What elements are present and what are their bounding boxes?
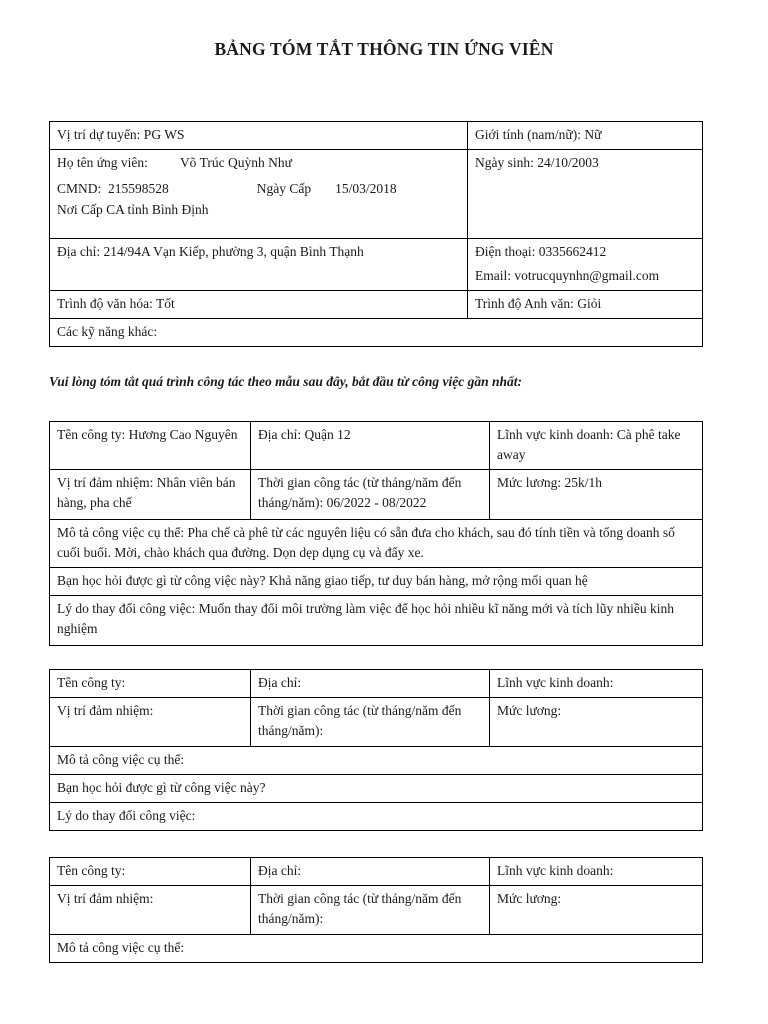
contact-cell <box>468 239 703 291</box>
job3-description-cell: Mô tả công việc cụ thể: <box>50 935 703 963</box>
job1-role-cell: Vị trí đảm nhiệm: Nhân viên bán hàng, pha chế <box>50 469 251 519</box>
id-line <box>57 179 460 199</box>
job3-address-cell: Địa chỉ: <box>251 858 490 886</box>
job3-field-cell: Lĩnh vực kinh doanh: <box>490 858 703 886</box>
job2-salary-cell: Mức lương: <box>490 698 703 747</box>
job-table-2 <box>49 669 703 831</box>
job1-description-cell: Mô tả công việc cụ thể: Pha chế cà phê từ các nguyên liệu có sẵn đưa cho khách, sau đó tính tiền và tổng doanh số cuối buổi. Mời, chào khách qua đường. Dọn dẹp dụng cụ và đẩy xe. <box>50 519 703 567</box>
job2-period-cell: Thời gian công tác (từ tháng/năm đến tháng/năm): <box>251 698 490 747</box>
gender-cell: Giới tính (nam/nữ): Nữ <box>468 122 703 150</box>
job2-company-cell: Tên công ty: <box>50 670 251 698</box>
job2-role-cell: Vị trí đảm nhiệm: <box>50 698 251 747</box>
email-line: Email: votrucquynhn@gmail.com <box>475 268 660 284</box>
job1-learned-cell: Bạn học hỏi được gì từ công việc này? Khả năng giao tiếp, tư duy bán hàng, mở rộng mối quan hệ <box>50 567 703 595</box>
job-table-3 <box>49 857 703 963</box>
instruction-text: Vui lòng tóm tắt quá trình công tác theo mẫu sau đây, bắt đầu từ công việc gần nhất: <box>49 374 523 389</box>
other-skills-cell: Các kỹ năng khác: <box>50 319 703 347</box>
candidate-info-table <box>49 121 703 347</box>
education-cell: Trình độ văn hóa: Tốt <box>50 291 468 319</box>
identity-cell <box>50 150 468 239</box>
issue-date-value: 15/03/2018 <box>335 181 397 197</box>
job1-reason-cell: Lý do thay đổi công việc: Muốn thay đổi môi trường làm việc để học hỏi nhiều kĩ năng mới và tích lũy nhiều kinh nghiệm <box>50 595 703 645</box>
name-line <box>57 153 460 173</box>
job3-period-cell: Thời gian công tác (từ tháng/năm đến tháng/năm): <box>251 886 490 935</box>
phone-line: Điện thoại: 0335662412 <box>475 244 607 259</box>
job-table-1 <box>49 421 703 646</box>
job2-reason-cell: Lý do thay đổi công việc: <box>50 803 703 831</box>
job1-field-cell: Lĩnh vực kinh doanh: Cà phê take away <box>490 422 703 470</box>
job3-role-cell: Vị trí đảm nhiệm: <box>50 886 251 935</box>
job3-company-cell: Tên công ty: <box>50 858 251 886</box>
id-label: CMND: <box>57 181 102 197</box>
job1-company-cell: Tên công ty: Hương Cao Nguyên <box>50 422 251 470</box>
job2-learned-cell: Bạn học hỏi được gì từ công việc này? <box>50 775 703 803</box>
position-cell: Vị trí dự tuyển: PG WS <box>50 122 468 150</box>
job1-address-cell: Địa chỉ: Quận 12 <box>251 422 490 470</box>
name-label: Họ tên ứng viên: <box>57 155 148 170</box>
job2-description-cell: Mô tả công việc cụ thể: <box>50 747 703 775</box>
id-value: 215598528 <box>108 181 169 197</box>
job2-field-cell: Lĩnh vực kinh doanh: <box>490 670 703 698</box>
job1-salary-cell: Mức lương: 25k/1h <box>490 469 703 519</box>
job2-address-cell: Địa chỉ: <box>251 670 490 698</box>
job3-salary-cell: Mức lương: <box>490 886 703 935</box>
page-title: BẢNG TÓM TẮT THÔNG TIN ỨNG VIÊN <box>214 39 554 59</box>
dob-cell: Ngày sinh: 24/10/2003 <box>468 150 703 239</box>
name-value: Võ Trúc Quỳnh Như <box>179 155 292 170</box>
issue-date-label: Ngày Cấp <box>256 181 312 197</box>
issue-place-line: Nơi Cấp CA tỉnh Bình Định <box>57 201 209 217</box>
job1-period-cell: Thời gian công tác (từ tháng/năm đến tháng/năm): 06/2022 - 08/2022 <box>251 469 490 519</box>
english-cell: Trình độ Anh văn: Giỏi <box>468 291 703 319</box>
address-cell: Địa chỉ: 214/94A Vạn Kiếp, phường 3, quận Bình Thạnh <box>50 239 468 291</box>
